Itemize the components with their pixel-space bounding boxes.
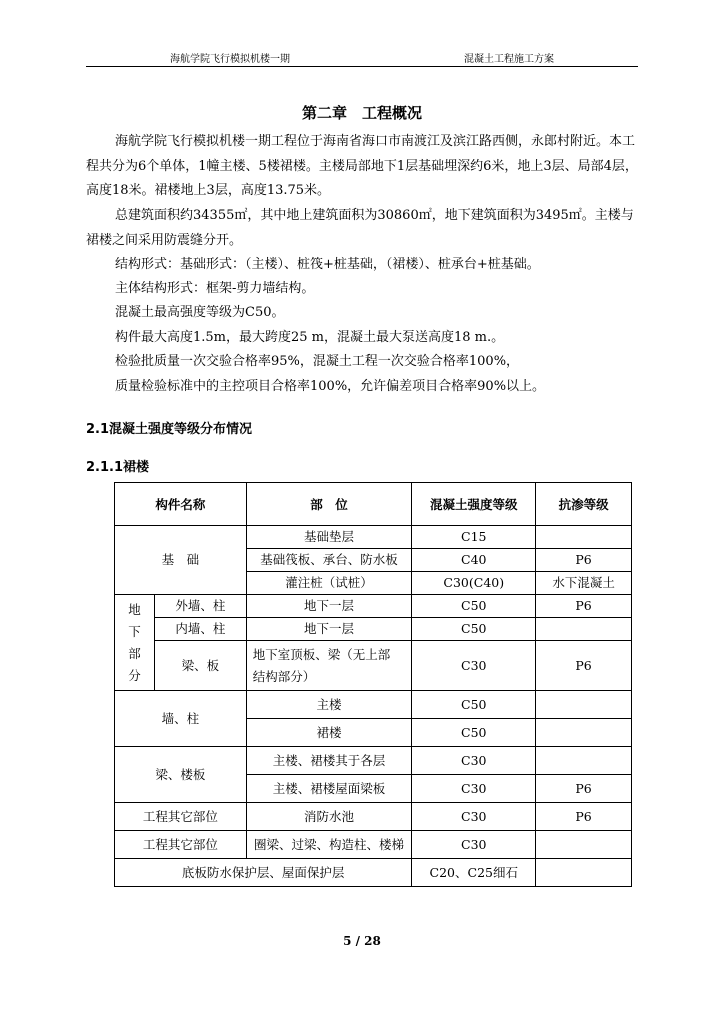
- seepage-cell: [536, 859, 632, 887]
- seepage-cell: [536, 747, 632, 775]
- seepage-cell: [536, 719, 632, 747]
- grade-cell: C15: [412, 526, 536, 549]
- paragraph-dimensions: 构件最大高度1.5m，最大跨度25 m，混凝土最大泵送高度18 m.。: [115, 330, 505, 345]
- seepage-cell: P6: [536, 595, 632, 618]
- seepage-cell: P6: [536, 775, 632, 803]
- location-cell: 消防水池: [246, 803, 412, 831]
- header-location: 部 位: [246, 483, 412, 526]
- location-cell: 基础垫层: [246, 526, 412, 549]
- location-cell: 主楼: [246, 691, 412, 719]
- table-row: [115, 641, 632, 691]
- seepage-cell: P6: [536, 803, 632, 831]
- paragraph-main-structure: 主体结构形式：框架-剪力墙结构。: [115, 281, 315, 296]
- table-row: [115, 859, 632, 887]
- vertical-char: 地: [128, 601, 141, 617]
- paragraph-overview: 海航学院飞行模拟机楼一期工程位于海南省海口市南渡江及滨江路西侧，永郎村附近。本工程共分为6个单体，1幢主楼、5楼裙楼。主楼局部地下1层基础埋深约6米，地上3层、局部4层，高度18米。裙楼地上3层，高度13.75米。: [86, 134, 638, 198]
- seepage-cell: [536, 526, 632, 549]
- seepage-cell: [536, 831, 632, 859]
- component-cell: 工程其它部位: [115, 803, 247, 831]
- table-row: [115, 595, 632, 618]
- location-cell: 基础筏板、承台、防水板: [246, 549, 412, 572]
- table-row: [115, 747, 632, 775]
- vertical-char: 部: [128, 645, 141, 661]
- component-foundation: 基 础: [115, 526, 247, 595]
- chapter-title: 第二章 工程概况: [301, 104, 422, 122]
- table-header-row: [115, 483, 632, 526]
- paragraph-concrete-grade: 混凝土最高强度等级为C50。: [115, 305, 285, 320]
- grade-cell: C30: [412, 747, 536, 775]
- vertical-char: 下: [128, 623, 141, 639]
- header-doc-title: 混凝土工程施工方案: [464, 54, 554, 65]
- location-cell: 灌注桩（试桩）: [246, 572, 412, 595]
- component-walls: 墙、柱: [115, 691, 247, 747]
- grade-cell: C30: [412, 831, 536, 859]
- seepage-cell: [536, 691, 632, 719]
- header-project-name: 海航学院飞行模拟机楼一期: [170, 54, 290, 65]
- grade-cell: C40: [412, 549, 536, 572]
- paragraph-quality-standard: 质量检验标准中的主控项目合格率100%，允许偏差项目合格率90%以上。: [115, 379, 546, 394]
- grade-cell: C30: [412, 641, 536, 691]
- location-cell: 裙楼: [246, 719, 412, 747]
- location-cell: 地下一层: [246, 618, 412, 641]
- table-row: [115, 831, 632, 859]
- seepage-cell: P6: [536, 641, 632, 691]
- vertical-char: 分: [128, 667, 141, 683]
- component-beams: 梁、楼板: [115, 747, 247, 803]
- component-cell: 内墙、柱: [154, 618, 246, 641]
- grade-cell: C20、C25细石: [412, 859, 536, 887]
- section-heading-2-1: 2.1混凝土强度等级分布情况: [86, 422, 253, 437]
- location-cell: 主楼、裙楼其于各层: [246, 747, 412, 775]
- section-heading-2-1-1: 2.1.1裙楼: [86, 460, 150, 475]
- location-cell: 地下一层: [246, 595, 412, 618]
- component-cell: 外墙、柱: [154, 595, 246, 618]
- seepage-cell: 水下混凝土: [536, 572, 632, 595]
- paragraph-area: 总建筑面积约34355㎡，其中地上建筑面积为30860㎡，地下建筑面积为3495㎡。主楼与裙楼之间采用防震缝分开。: [86, 208, 634, 248]
- page-number: 5 / 28: [343, 934, 381, 948]
- table-row: [115, 803, 632, 831]
- page-header: [86, 50, 638, 67]
- underground-group-label: [115, 595, 155, 691]
- grade-cell: C50: [412, 719, 536, 747]
- component-cell: 工程其它部位: [115, 831, 247, 859]
- grade-cell: C50: [412, 618, 536, 641]
- component-cell: 底板防水保护层、屋面保护层: [115, 859, 412, 887]
- table-row: [115, 526, 632, 549]
- seepage-cell: P6: [536, 549, 632, 572]
- component-cell: 梁、板: [154, 641, 246, 691]
- header-concrete-grade: 混凝土强度等级: [412, 483, 536, 526]
- location-cell: [246, 641, 412, 691]
- header-seepage-grade: 抗渗等级: [536, 483, 632, 526]
- grade-cell: C50: [412, 691, 536, 719]
- location-line: 地下室顶板、梁（无上部: [252, 646, 391, 662]
- grade-cell: C30(C40): [412, 572, 536, 595]
- location-cell: 圈梁、过梁、构造柱、楼梯: [246, 831, 412, 859]
- header-component-name: 构件名称: [115, 483, 247, 526]
- grade-cell: C30: [412, 775, 536, 803]
- paragraph-pass-rate: 检验批质量一次交验合格率95%，混凝土工程一次交验合格率100%，: [115, 354, 520, 369]
- grade-cell: C30: [412, 803, 536, 831]
- paragraph-structure-form: 结构形式：基础形式：（主楼）、桩筏+桩基础，（裙楼）、桩承台+桩基础。: [115, 257, 540, 272]
- concrete-grade-table: [114, 482, 632, 887]
- table-row: [115, 691, 632, 719]
- location-line: 结构部分）: [252, 668, 316, 684]
- location-cell: 主楼、裙楼屋面梁板: [246, 775, 412, 803]
- table-row: [115, 618, 632, 641]
- grade-cell: C50: [412, 595, 536, 618]
- seepage-cell: [536, 618, 632, 641]
